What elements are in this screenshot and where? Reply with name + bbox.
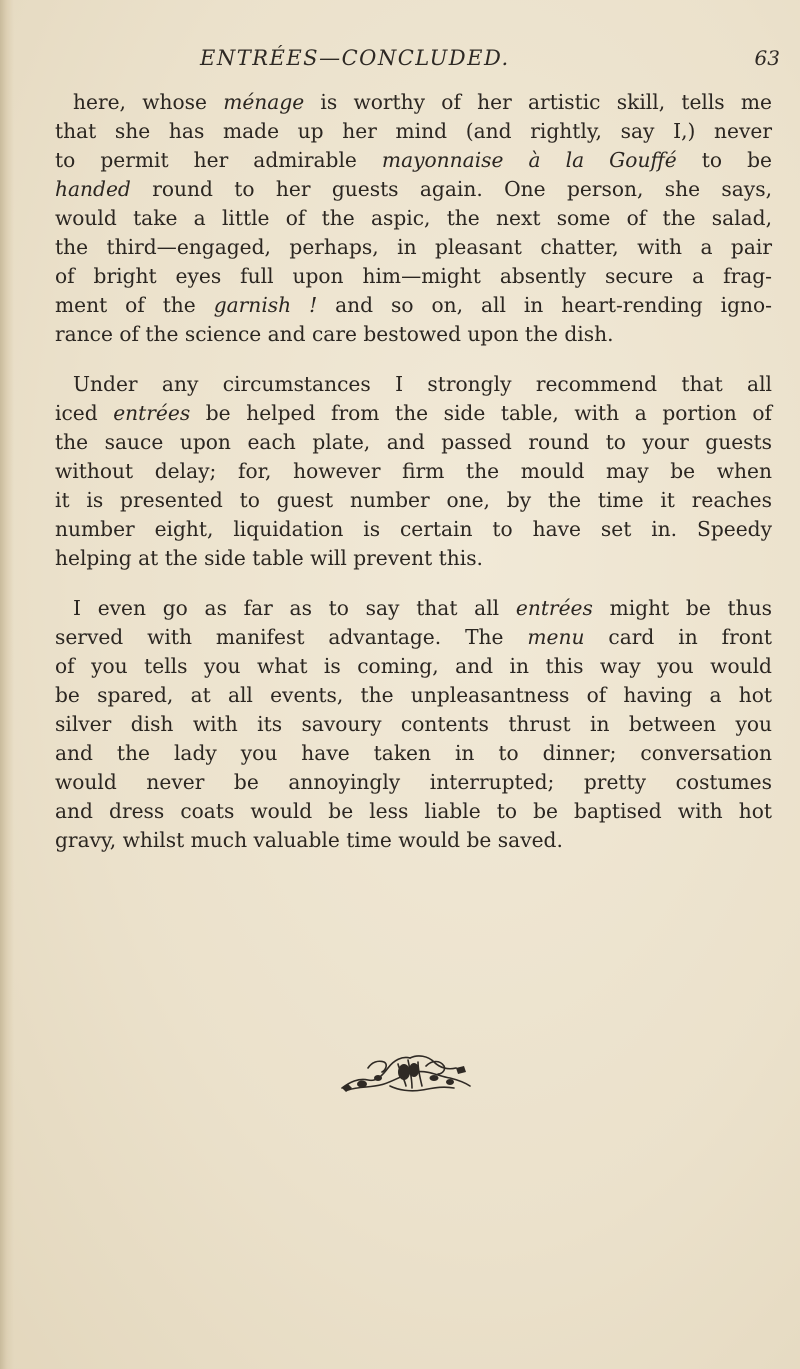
text-run: would take a little of the aspic, the next some of the salad, xyxy=(55,206,772,230)
text-run: the third—engaged, perhaps, in pleasant chatter, with a pair xyxy=(55,235,772,259)
text-run: and dress coats would be less liable to be baptised with hot xyxy=(55,799,772,823)
text-run: without delay; for, however firm the mould may be when xyxy=(55,459,772,483)
page-number: 63 xyxy=(754,46,780,70)
text-line xyxy=(55,262,772,291)
text-line xyxy=(55,146,772,175)
italic-run: ménage xyxy=(223,90,305,114)
binding-shadow xyxy=(0,0,14,1369)
text-run: card in front xyxy=(584,625,772,649)
text-line xyxy=(55,486,772,515)
text-run: I even go as far as to say that all xyxy=(73,596,516,620)
text-line xyxy=(55,204,772,233)
text-line xyxy=(55,457,772,486)
text-line xyxy=(55,652,772,681)
text-line xyxy=(55,515,772,544)
text-run: to be xyxy=(676,148,772,172)
italic-run: entrées xyxy=(113,401,191,425)
text-run: served with manifest advantage. The xyxy=(55,625,528,649)
text-run: and the lady you have taken in to dinner; conversation xyxy=(55,741,772,765)
text-run: might be thus xyxy=(592,596,773,620)
text-line xyxy=(55,544,772,573)
text-run: iced xyxy=(55,401,114,425)
running-title: ENTRÉES—CONCLUDED. xyxy=(200,46,510,70)
running-head xyxy=(120,46,780,76)
text-run: Under any circumstances I strongly recommend that all xyxy=(73,372,772,396)
text-line xyxy=(55,768,772,797)
italic-run: menu xyxy=(527,625,585,649)
text-run: is worthy of her artistic skill, tells me xyxy=(304,90,772,114)
text-run: would never be annoyingly interrupted; pretty costumes xyxy=(55,770,772,794)
italic-run: mayonnaise à la Gouffé xyxy=(381,148,677,172)
text-line xyxy=(55,399,772,428)
text-run: the sauce upon each plate, and passed round to your guests xyxy=(55,430,772,454)
text-run: silver dish with its savoury contents thrust in between you xyxy=(55,712,772,736)
text-line xyxy=(55,233,772,262)
text-run: to permit her admirable xyxy=(55,148,382,172)
text-line xyxy=(55,320,772,349)
text-line xyxy=(55,739,772,768)
text-run: that she has made up her mind (and rightly, say I,) never xyxy=(55,119,772,143)
text-run: here, whose xyxy=(73,90,224,114)
text-run: of bright eyes full upon him—might absently secure a frag- xyxy=(55,264,772,288)
text-line xyxy=(55,710,772,739)
italic-run: garnish ! xyxy=(213,293,318,317)
text-run: rance of the science and care bestowed upon the dish. xyxy=(55,322,614,346)
paragraph xyxy=(55,370,772,573)
text-line xyxy=(55,428,772,457)
text-line xyxy=(55,88,772,117)
text-run: number eight, liquidation is certain to have set in. Speedy xyxy=(55,517,772,541)
text-line xyxy=(55,797,772,826)
text-run: of you tells you what is coming, and in this way you would xyxy=(55,654,772,678)
paragraph xyxy=(55,594,772,855)
text-run: be spared, at all events, the unpleasantness of having a hot xyxy=(55,683,772,707)
text-line xyxy=(55,623,772,652)
text-run: it is presented to guest number one, by the time it reaches xyxy=(55,488,772,512)
decorative-tailpiece-icon xyxy=(338,1048,474,1096)
italic-run: entrées xyxy=(515,596,593,620)
paragraph xyxy=(55,88,772,349)
text-run: helping at the side table will prevent this. xyxy=(55,546,483,570)
text-line xyxy=(55,291,772,320)
text-line xyxy=(55,826,772,855)
text-line xyxy=(55,681,772,710)
text-run: round to her guests again. One person, she says, xyxy=(130,177,772,201)
italic-run: handed xyxy=(55,177,131,201)
text-line xyxy=(55,117,772,146)
text-run: gravy, whilst much valuable time would be saved. xyxy=(55,828,563,852)
text-run: ment of the xyxy=(55,293,214,317)
text-line xyxy=(55,370,772,399)
text-run: and so on, all in heart-rending igno- xyxy=(317,293,772,317)
text-line xyxy=(55,175,772,204)
text-line xyxy=(55,594,772,623)
body-text xyxy=(55,88,772,876)
text-run: be helped from the side table, with a portion of xyxy=(190,401,772,425)
